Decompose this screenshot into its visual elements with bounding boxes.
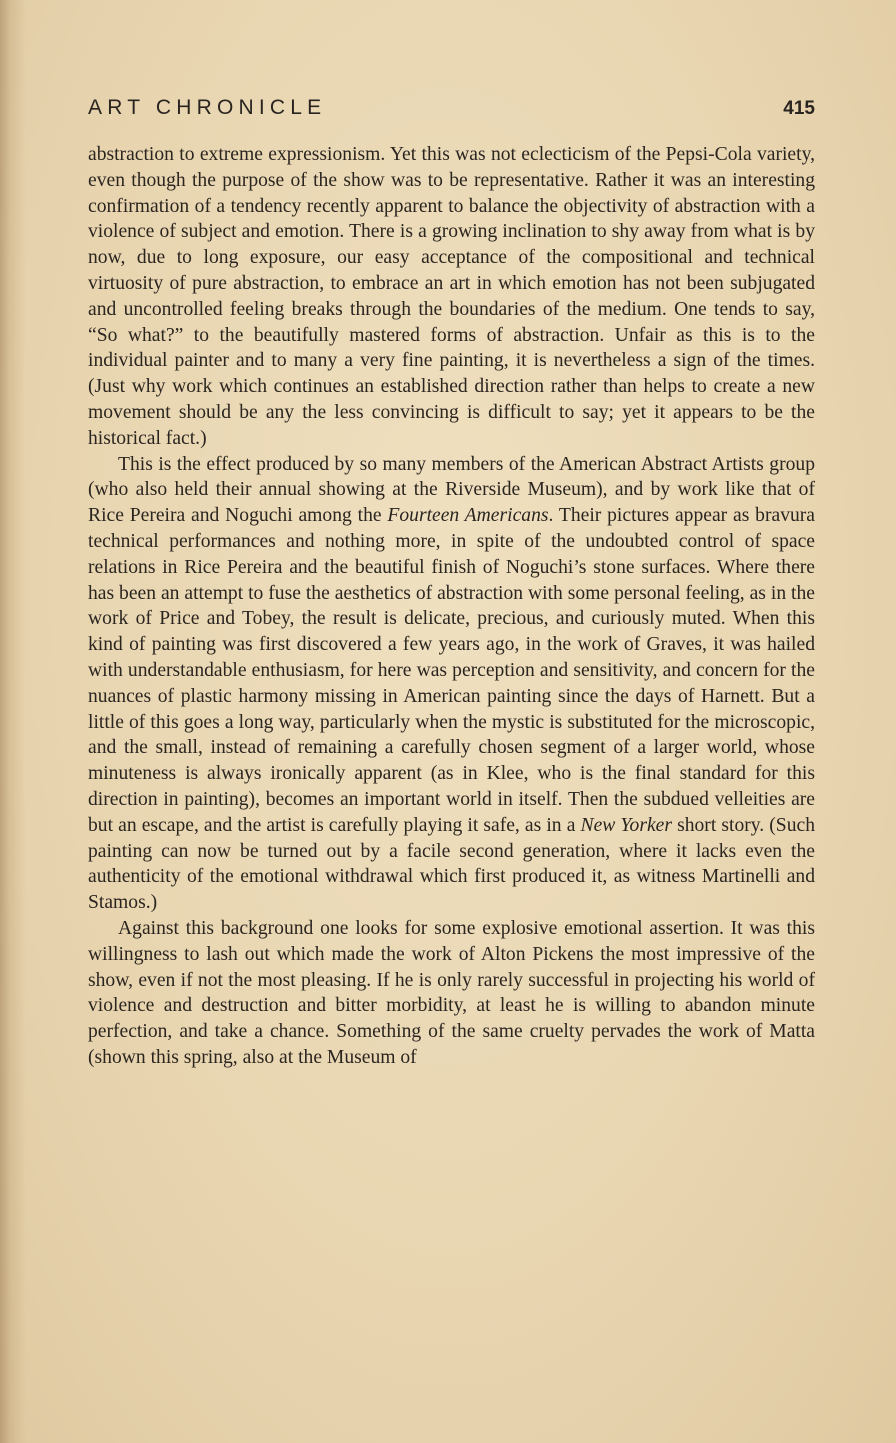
text-segment: abstraction to extreme expressionism. Yet this was not eclecticism of the Pepsi-Cola variety, even though the purpose of the show was to be representative. Rather it was an interesting confirmation of a tendency recently apparent to balance the objectivity of abstraction with a violence of subject and emotion. There is a growing inclination to shy away from what is by now, due to long exposure, our easy acceptance of the compositional and technical virtuosity of pure abstraction, to embrace an art in which emotion has not been subjugated and uncontrolled feeling breaks through the boundaries of the medium. One tends to say, “So what?” to the beautifully mastered forms of abstraction. Unfair as this is to the individual painter and to many a very fine painting, it is nevertheless a sign of the times. (Just why work which continues an established direction rather than helps to create a new movement should be any the less convincing is difficult to say; yet it appears to be the historical fact.) <box>88 144 815 449</box>
italic-title-fourteen-americans: Fourteen Americans <box>387 505 549 527</box>
paragraph-3 <box>88 916 815 1071</box>
paragraph-2 <box>88 452 815 916</box>
article-body <box>88 142 815 1071</box>
text-segment: Against this background one looks for some explosive emotional assertion. It was this willingness to lash out which made the work of Alton Pickens the most impressive of the show, even if not the most pleasing. If he is only rarely successful in projecting his world of violence and destruction and bitter morbidity, at least he is willing to abandon minute perfection, and take a chance. Something of the same cruelty pervades the work of Matta (shown this spring, also at the Museum of <box>88 917 815 1068</box>
text-segment: short story. (Such painting can now be turned out by a facile second generation, where it lacks even the authenticity of the emotional withdrawal which first produced it, as witness Martinelli and Stamos.) <box>88 814 815 914</box>
text-segment: . Their pictures appear as bravura technical performances and nothing more, in spite of the undoubted control of space relations in Rice Pereira and the beautiful finish of Noguchi’s stone surfaces. Where there has been an attempt to fuse the aesthetics of abstraction with some personal feeling, as in the work of Price and Tobey, the result is delicate, precious, and curiously muted. When this kind of painting was first discovered a few years ago, in the work of Graves, it was hailed with understandable enthusiasm, for here was perception and sensitivity, and concern for the nuances of plastic harmony missing in American painting since the days of Harnett. But a little of this goes a long way, particularly when the mystic is substituted for the microscopic, and the small, instead of remaining a carefully chosen segment of a larger world, whose minuteness is always ironically apparent (as in Klee, who is the final standard for this direction in painting), becomes an important world in itself. Then the subdued velleities are but an escape, and the artist is carefully playing it safe, as in a <box>88 505 816 836</box>
page-number: 415 <box>783 98 815 119</box>
text-segment: This is the effect produced by so many members of the American Abstract Artists group (who also held their annual showing at the Riverside Museum), and by work like that of Rice Pereira and Noguchi among the <box>88 453 815 527</box>
page-header <box>88 96 815 136</box>
book-page <box>88 96 815 1071</box>
paragraph-1 <box>88 142 815 452</box>
running-head: ART CHRONICLE <box>88 96 327 119</box>
italic-title-new-yorker: New Yorker <box>580 814 672 836</box>
